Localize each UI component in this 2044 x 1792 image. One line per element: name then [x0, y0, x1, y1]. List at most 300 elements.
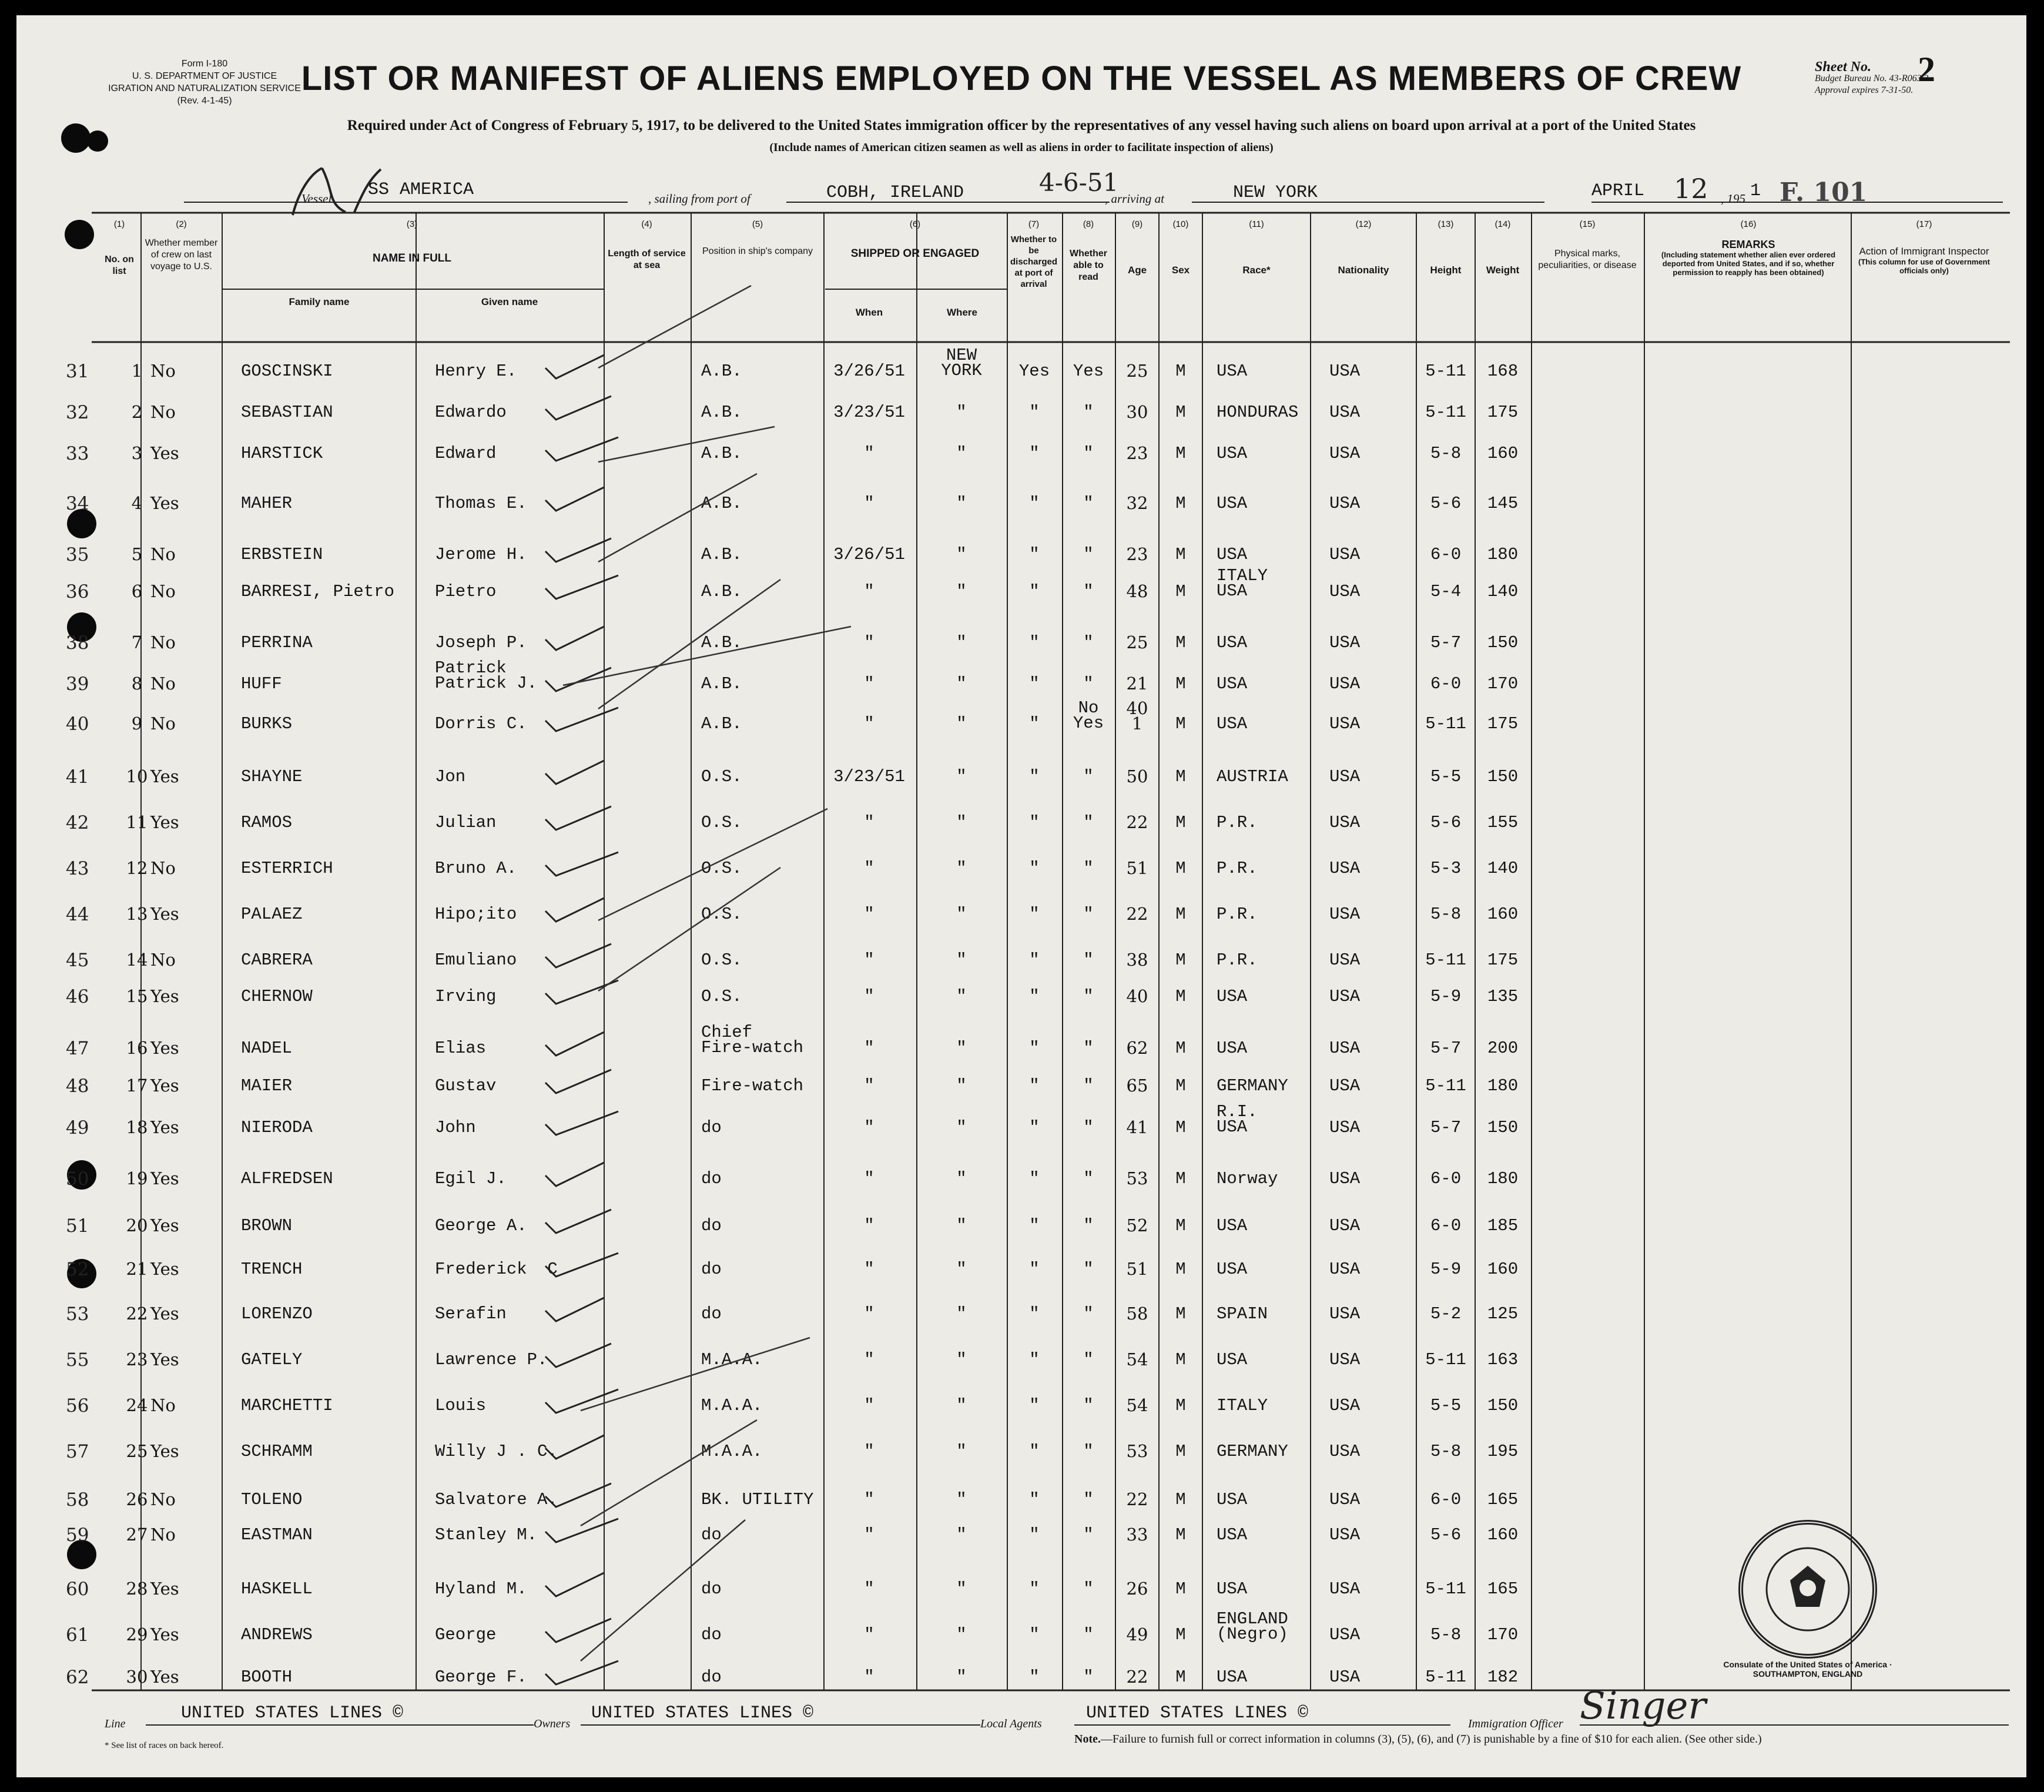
cell-prev: Yes	[150, 766, 179, 786]
cell-family: TRENCH	[241, 1260, 303, 1279]
cell-prev: Yes	[150, 1117, 179, 1137]
cell-wt: 140	[1487, 582, 1519, 601]
cell-prev: No	[150, 1395, 176, 1415]
cell-family: NADEL	[241, 1039, 293, 1058]
cell-sex: M	[1175, 1039, 1186, 1058]
cell-where: "	[956, 950, 967, 970]
cell-race: AUSTRIA	[1217, 767, 1288, 786]
cell-family: HARSTICK	[241, 444, 323, 463]
cell-when: "	[864, 714, 874, 733]
cell-prev: No	[150, 361, 176, 381]
cell-family: ALFREDSEN	[241, 1169, 333, 1188]
cell-sex: M	[1175, 905, 1186, 924]
where-header: Where	[947, 307, 977, 318]
cell-race: ENGLAND (Negro)	[1217, 1609, 1288, 1644]
cell-family: SEBASTIAN	[241, 403, 333, 422]
cell-when: "	[864, 1396, 874, 1415]
cell-read: "	[1083, 987, 1094, 1006]
cell-wt: 163	[1487, 1350, 1519, 1369]
cell-sex: M	[1175, 1169, 1186, 1188]
cell-wt: 150	[1487, 1396, 1519, 1415]
manifest-line-number: 61	[66, 1624, 89, 1646]
given-name-header: Given name	[481, 296, 538, 307]
cell-when: "	[864, 1076, 874, 1096]
cell-prev: Yes	[150, 1304, 179, 1324]
cell-nat: USA	[1329, 714, 1361, 733]
cell-family: GOSCINSKI	[241, 361, 333, 381]
cell-pos: O.S.	[701, 813, 742, 832]
cell-race: P.R.	[1217, 950, 1258, 970]
cell-nat: USA	[1329, 1625, 1361, 1644]
cell-when: "	[864, 1442, 874, 1461]
cell-pos: O.S.	[701, 767, 742, 786]
service: IGRATION AND NATURALIZATION SERVICE	[108, 83, 301, 93]
col7-header: (7) Whether to be discharged at port of arrival	[1010, 219, 1058, 289]
cell-pos: do	[701, 1304, 722, 1324]
cell-read: "	[1083, 545, 1094, 564]
cell-given: Joseph P.	[435, 633, 527, 652]
cell-sex: M	[1175, 1118, 1186, 1137]
cell-n: 13	[126, 904, 148, 924]
cell-family: SCHRAMM	[241, 1442, 313, 1461]
cell-where: "	[956, 767, 967, 786]
cell-nat: USA	[1329, 905, 1361, 924]
cell-sex: M	[1175, 582, 1186, 601]
cell-disch: "	[1029, 674, 1040, 694]
cell-wt: 150	[1487, 767, 1519, 786]
cell-prev: Yes	[150, 1624, 179, 1644]
cell-when: "	[864, 859, 874, 878]
approval-expiry: Approval expires 7-31-50.	[1815, 85, 1914, 95]
cell-ht: 6-0	[1430, 545, 1462, 564]
cell-prev: Yes	[150, 443, 179, 463]
cell-where: "	[956, 859, 967, 878]
cell-sex: M	[1175, 545, 1186, 564]
cell-race: P.R.	[1217, 859, 1258, 878]
cell-disch: "	[1029, 1625, 1040, 1644]
manifest-line-number: 32	[66, 402, 89, 423]
cell-race: USA	[1217, 1216, 1248, 1235]
manifest-line-number: 57	[66, 1441, 89, 1462]
cell-family: ESTERRICH	[241, 859, 333, 878]
cell-read: "	[1083, 859, 1094, 878]
cell-pos: O.S.	[701, 950, 742, 970]
cell-family: BROWN	[241, 1216, 293, 1235]
cell-age: 48	[1126, 581, 1148, 601]
cell-prev: No	[150, 1525, 176, 1545]
cell-disch: "	[1029, 494, 1040, 513]
manifest-line-number: 36	[66, 581, 89, 602]
officer-signature: Singer	[1580, 1684, 1706, 1728]
manifest-line-number: 42	[66, 812, 89, 833]
cell-nat: USA	[1329, 1039, 1361, 1058]
cell-read: "	[1083, 633, 1094, 652]
cell-race: USA	[1217, 1490, 1248, 1509]
sheet-number: 2	[1918, 50, 1935, 89]
cell-when: "	[864, 1304, 874, 1324]
cell-sex: M	[1175, 674, 1186, 694]
cell-family: EASTMAN	[241, 1525, 313, 1545]
cell-disch: "	[1029, 1076, 1040, 1096]
col14-header: (14) Weight	[1486, 219, 1520, 276]
cell-where: "	[956, 1304, 967, 1324]
cell-nat: USA	[1329, 1396, 1361, 1415]
cell-ht: 5-11	[1425, 361, 1466, 381]
cell-disch: "	[1029, 1260, 1040, 1279]
cell-ht: 5-9	[1430, 1260, 1462, 1279]
cell-read: "	[1083, 767, 1094, 786]
cell-race: SPAIN	[1217, 1304, 1268, 1324]
cell-pos: Fire-watch	[701, 1076, 804, 1096]
cell-ht: 6-0	[1430, 674, 1462, 694]
cell-pos: do	[701, 1579, 722, 1599]
cell-sex: M	[1175, 1525, 1186, 1545]
cell-disch: "	[1029, 714, 1040, 733]
cell-given: George F.	[435, 1667, 527, 1687]
cell-n: 17	[126, 1076, 148, 1096]
cell-read: "	[1083, 950, 1094, 970]
manifest-line-number: 40	[66, 714, 89, 735]
cell-prev: No	[150, 1489, 176, 1509]
cell-n: 25	[126, 1441, 148, 1461]
cell-nat: USA	[1329, 1118, 1361, 1137]
cell-race: P.R.	[1217, 905, 1258, 924]
manifest-line-number: 39	[66, 674, 89, 695]
cell-given: Jerome H.	[435, 545, 527, 564]
cell-age: 51	[1126, 858, 1148, 878]
cell-nat: USA	[1329, 1304, 1361, 1324]
manifest-line-number: 62	[66, 1667, 89, 1688]
cell-read: "	[1083, 1525, 1094, 1545]
cell-sex: M	[1175, 859, 1186, 878]
cell-when: "	[864, 950, 874, 970]
cell-race: USA	[1217, 1039, 1248, 1058]
cell-nat: USA	[1329, 444, 1361, 463]
cell-sex: M	[1175, 987, 1186, 1006]
cell-where: NEW YORK	[941, 346, 982, 380]
cell-given: John	[435, 1118, 476, 1137]
cell-where: "	[956, 813, 967, 832]
cell-pos: do	[701, 1667, 722, 1687]
cell-given: Frederick C	[435, 1260, 558, 1279]
arriving-label: , arriving at	[1105, 192, 1164, 206]
cell-race: USA	[1217, 1350, 1248, 1369]
cell-sex: M	[1175, 1260, 1186, 1279]
form-number: Form I-180	[181, 59, 228, 69]
cell-disch: "	[1029, 1118, 1040, 1137]
cell-prev: Yes	[150, 1349, 179, 1369]
cell-wt: 170	[1487, 674, 1519, 694]
cell-family: BURKS	[241, 714, 293, 733]
cell-when: "	[864, 582, 874, 601]
cell-pos: A.B.	[701, 444, 742, 463]
cell-race: GERMANY	[1217, 1076, 1288, 1096]
cell-nat: USA	[1329, 361, 1361, 381]
cell-where: "	[956, 1039, 967, 1058]
cell-disch: "	[1029, 1490, 1040, 1509]
cell-race: USA	[1217, 545, 1248, 564]
cell-read: "	[1083, 1216, 1094, 1235]
cell-when: "	[864, 1039, 874, 1058]
vessel-label: Vessel	[301, 192, 332, 206]
col2-header: (2) Whether member of crew on last voyage to U.S.	[145, 219, 218, 272]
cell-sex: M	[1175, 1579, 1186, 1599]
cell-n: 16	[126, 1038, 148, 1058]
cell-n: 23	[126, 1349, 148, 1369]
cell-wt: 185	[1487, 1216, 1519, 1235]
cell-read: "	[1083, 1667, 1094, 1687]
cell-given: George	[435, 1625, 497, 1644]
cell-where: "	[956, 444, 967, 463]
cell-read: "	[1083, 1169, 1094, 1188]
cell-ht: 5-11	[1425, 1350, 1466, 1369]
cell-sex: M	[1175, 714, 1186, 733]
cell-age: 54	[1126, 1349, 1148, 1369]
cell-when: "	[864, 1350, 874, 1369]
cell-sex: M	[1175, 1667, 1186, 1687]
cell-read: "	[1083, 1076, 1094, 1096]
officer-label: Immigration Officer	[1468, 1717, 1563, 1730]
cell-where: "	[956, 494, 967, 513]
cell-age: 53	[1126, 1168, 1148, 1188]
cell-given: Irving	[435, 987, 497, 1006]
cell-wt: 175	[1487, 950, 1519, 970]
stamp-id: F. 101	[1780, 177, 1868, 207]
manifest-line-number: 33	[66, 443, 89, 464]
cell-nat: USA	[1329, 403, 1361, 422]
cell-age: 65	[1126, 1076, 1148, 1096]
cell-when: "	[864, 905, 874, 924]
cell-family: RAMOS	[241, 813, 293, 832]
cell-age: 21	[1126, 674, 1148, 694]
cell-prev: Yes	[150, 1441, 179, 1461]
cell-sex: M	[1175, 1076, 1186, 1096]
cell-prev: No	[150, 714, 176, 733]
cell-n: 5	[131, 544, 143, 564]
cell-nat: USA	[1329, 767, 1361, 786]
cell-race: USA	[1217, 987, 1248, 1006]
cell-wt: 165	[1487, 1490, 1519, 1509]
cell-disch: "	[1029, 767, 1040, 786]
cell-prev: Yes	[150, 812, 179, 832]
cell-wt: 160	[1487, 444, 1519, 463]
cell-wt: 140	[1487, 859, 1519, 878]
manifest-line-number: 34	[66, 493, 89, 514]
cell-wt: 160	[1487, 905, 1519, 924]
manifest-line-number: 51	[66, 1215, 89, 1237]
cell-when: 3/26/51	[833, 361, 905, 381]
cell-prev: Yes	[150, 1667, 179, 1687]
cell-pos: O.S.	[701, 987, 742, 1006]
cell-family: MAIER	[241, 1076, 293, 1096]
manifest-line-number: 52	[66, 1259, 89, 1280]
cell-family: BOOTH	[241, 1667, 293, 1687]
cell-sex: M	[1175, 1490, 1186, 1509]
cell-sex: M	[1175, 633, 1186, 652]
cell-nat: USA	[1329, 813, 1361, 832]
cell-nat: USA	[1329, 987, 1361, 1006]
cell-prev: Yes	[150, 1215, 179, 1235]
cell-family: TOLENO	[241, 1490, 303, 1509]
cell-where: "	[956, 1076, 967, 1096]
cell-sex: M	[1175, 767, 1186, 786]
cell-when: "	[864, 674, 874, 694]
cell-given: Egil J.	[435, 1169, 507, 1188]
cell-race: GERMANY	[1217, 1442, 1288, 1461]
cell-when: "	[864, 1169, 874, 1188]
cell-ht: 5-5	[1430, 767, 1462, 786]
col12-header: (12) Nationality	[1338, 219, 1389, 276]
cell-read: "	[1083, 494, 1094, 513]
cell-race: Norway	[1217, 1169, 1278, 1188]
cell-disch: "	[1029, 1350, 1040, 1369]
cell-disch: "	[1029, 633, 1040, 652]
cell-nat: USA	[1329, 1490, 1361, 1509]
col9-header: (9) Age	[1127, 219, 1147, 276]
manifest-line-number: 47	[66, 1038, 89, 1059]
cell-ht: 5-11	[1425, 1667, 1466, 1687]
arrival-port: NEW YORK	[1233, 183, 1318, 203]
cell-pos: do	[701, 1260, 722, 1279]
cell-when: "	[864, 1260, 874, 1279]
cell-pos: M.A.A.	[701, 1350, 763, 1369]
line-value: UNITED STATES LINES ©	[181, 1703, 404, 1723]
cell-family: ERBSTEIN	[241, 545, 323, 564]
cell-when: "	[864, 1490, 874, 1509]
cell-disch: "	[1029, 1525, 1040, 1545]
cell-when: "	[864, 1525, 874, 1545]
cell-nat: USA	[1329, 494, 1361, 513]
cell-disch: "	[1029, 1396, 1040, 1415]
cell-age: 62	[1126, 1038, 1148, 1058]
cell-when: "	[864, 1625, 874, 1644]
cell-disch: "	[1029, 987, 1040, 1006]
manifest-line-number: 44	[66, 904, 89, 925]
vessel-name: SS AMERICA	[368, 180, 474, 200]
cell-where: "	[956, 1169, 967, 1188]
cell-given: Stanley M.	[435, 1525, 538, 1545]
cell-given: Lawrence P.	[435, 1350, 548, 1369]
sailing-port: COBH, IRELAND	[826, 183, 964, 203]
cell-family: HASKELL	[241, 1579, 313, 1599]
cell-where: "	[956, 1579, 967, 1599]
cell-race: USA	[1217, 633, 1248, 652]
cell-prev: No	[150, 632, 176, 652]
cell-where: "	[956, 1260, 967, 1279]
cell-wt: 175	[1487, 403, 1519, 422]
col17-header: (17) Action of Immigrant Inspector (This column for use of Government officials only)	[1858, 219, 1990, 275]
cell-ht: 5-11	[1425, 1579, 1466, 1599]
cell-disch: "	[1029, 813, 1040, 832]
cell-age: 32	[1126, 493, 1148, 513]
cell-pos: do	[701, 1216, 722, 1235]
cell-prev: Yes	[150, 1168, 179, 1188]
cell-ht: 5-7	[1430, 1039, 1462, 1058]
cell-disch: "	[1029, 545, 1040, 564]
cell-ht: 5-8	[1430, 444, 1462, 463]
cell-given: Julian	[435, 813, 497, 832]
cell-n: 3	[131, 443, 143, 463]
cell-read: Yes	[1073, 361, 1104, 381]
cell-given: Hipo;ito	[435, 905, 517, 924]
col15-header: (15) Physical marks, peculiarities, or disease	[1538, 219, 1637, 270]
cell-family: ANDREWS	[241, 1625, 313, 1644]
arrival-month: APRIL	[1591, 181, 1645, 201]
cell-wt: 150	[1487, 1118, 1519, 1137]
cell-wt: 155	[1487, 813, 1519, 832]
cell-read: "	[1083, 1260, 1094, 1279]
cell-sex: M	[1175, 950, 1186, 970]
cell-sex: M	[1175, 1350, 1186, 1369]
cell-wt: 170	[1487, 1625, 1519, 1644]
cell-nat: USA	[1329, 545, 1361, 564]
cell-age: 23	[1126, 443, 1148, 463]
manifest-line-number: 43	[66, 858, 89, 879]
cell-family: MAHER	[241, 494, 293, 513]
manifest-line-number: 35	[66, 544, 89, 565]
cell-wt: 160	[1487, 1260, 1519, 1279]
cell-age: 25	[1126, 361, 1148, 381]
manifest-line-number: 56	[66, 1395, 89, 1416]
cell-ht: 5-11	[1425, 403, 1466, 422]
cell-prev: Yes	[150, 1038, 179, 1058]
manifest-line-number: 59	[66, 1525, 89, 1546]
cell-family: SHAYNE	[241, 767, 303, 786]
cell-nat: USA	[1329, 950, 1361, 970]
cell-nat: USA	[1329, 859, 1361, 878]
col6-header: (6) SHIPPED OR ENGAGED	[850, 219, 980, 260]
cell-when: "	[864, 813, 874, 832]
cell-race: USA	[1217, 674, 1248, 694]
cell-family: BARRESI, Pietro	[241, 582, 395, 601]
cell-given: Gustav	[435, 1076, 497, 1096]
cell-where: "	[956, 674, 967, 694]
cell-sex: M	[1175, 1396, 1186, 1415]
cell-family: LORENZO	[241, 1304, 313, 1324]
cell-pos: do	[701, 1525, 722, 1545]
cell-read: No Yes	[1073, 698, 1104, 733]
cell-age: 22	[1126, 904, 1148, 924]
cell-given: Pietro	[435, 582, 497, 601]
cell-sex: M	[1175, 1304, 1186, 1324]
cell-pos: do	[701, 1625, 722, 1644]
cell-read: "	[1083, 1625, 1094, 1644]
cell-given: Patrick Patrick J.	[435, 658, 538, 693]
cell-prev: Yes	[150, 1076, 179, 1096]
cell-read: "	[1083, 1579, 1094, 1599]
cell-n: 28	[126, 1579, 148, 1599]
cell-family: MARCHETTI	[241, 1396, 333, 1415]
cell-given: Emuliano	[435, 950, 517, 970]
cell-disch: "	[1029, 1304, 1040, 1324]
department: U. S. DEPARTMENT OF JUSTICE	[132, 71, 277, 81]
cell-nat: USA	[1329, 1216, 1361, 1235]
cell-where: "	[956, 1625, 967, 1644]
cell-given: Henry E.	[435, 361, 517, 381]
manifest-page	[16, 15, 2026, 1777]
cell-nat: USA	[1329, 633, 1361, 652]
cell-nat: USA	[1329, 674, 1361, 694]
cell-ht: 5-9	[1430, 987, 1462, 1006]
cell-wt: 150	[1487, 633, 1519, 652]
cell-when: "	[864, 1216, 874, 1235]
cell-wt: 180	[1487, 1076, 1519, 1096]
cell-age: 23	[1126, 544, 1148, 564]
races-note: * See list of races on back hereof.	[105, 1741, 224, 1750]
manifest-line-number: 53	[66, 1304, 89, 1325]
year-prefix: , 195	[1721, 192, 1745, 206]
cell-when: "	[864, 1667, 874, 1687]
